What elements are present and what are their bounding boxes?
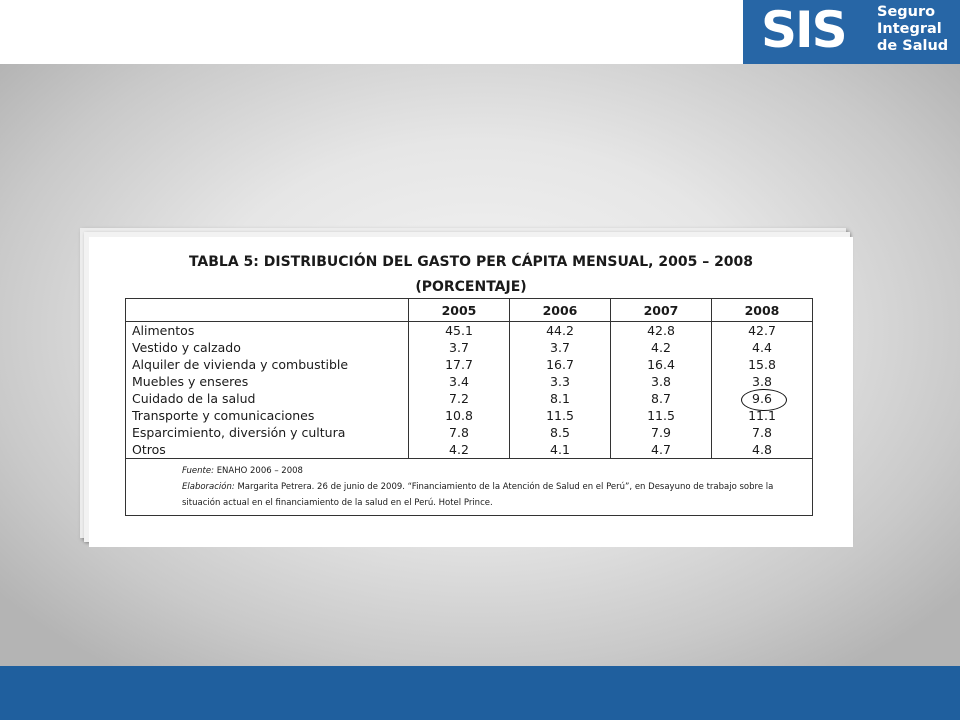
table-cell: 11.5 bbox=[611, 407, 712, 424]
table-title: TABLA 5: DISTRIBUCIÓN DEL GASTO PER CÁPITA MENSUAL, 2005 – 2008 bbox=[188, 254, 754, 270]
table-cell: 16.7 bbox=[510, 356, 611, 373]
table-cell: 42.7 bbox=[712, 322, 813, 340]
column-header: 2006 bbox=[510, 299, 611, 322]
logo-line-1: Seguro bbox=[877, 4, 936, 20]
table-cell: 3.4 bbox=[409, 373, 510, 390]
column-header: 2008 bbox=[712, 299, 813, 322]
table-subtitle: (PORCENTAJE) bbox=[415, 279, 527, 295]
table-cell: 7.9 bbox=[611, 424, 712, 441]
column-header: 2007 bbox=[611, 299, 712, 322]
table-notes bbox=[126, 459, 813, 516]
table-row bbox=[126, 322, 813, 340]
table-cell: 4.7 bbox=[611, 441, 712, 459]
row-label: Alimentos bbox=[126, 322, 409, 340]
footer-band bbox=[0, 666, 960, 720]
sis-logo bbox=[743, 0, 960, 64]
table-cell: 4.2 bbox=[409, 441, 510, 459]
row-label: Alquiler de vivienda y combustible bbox=[126, 356, 409, 373]
table-cell: 16.4 bbox=[611, 356, 712, 373]
table-cell: 8.1 bbox=[510, 390, 611, 407]
table-cell: 4.4 bbox=[712, 339, 813, 356]
table-cell: 3.3 bbox=[510, 373, 611, 390]
logo-line-2: Integral bbox=[877, 21, 942, 37]
row-label: Muebles y enseres bbox=[126, 373, 409, 390]
table-notes-row bbox=[126, 459, 813, 516]
table-cell: 10.8 bbox=[409, 407, 510, 424]
highlighted-value: 9.6 bbox=[752, 391, 772, 406]
table-cell: 3.7 bbox=[409, 339, 510, 356]
table-row bbox=[126, 407, 813, 424]
table-row bbox=[126, 424, 813, 441]
logo-line-3: de Salud bbox=[877, 38, 949, 54]
table-row bbox=[126, 373, 813, 390]
row-label: Esparcimiento, diversión y cultura bbox=[126, 424, 409, 441]
expense-table bbox=[125, 298, 813, 516]
table-cell: 4.8 bbox=[712, 441, 813, 459]
table-cell: 8.5 bbox=[510, 424, 611, 441]
table-cell: 15.8 bbox=[712, 356, 813, 373]
row-label: Cuidado de la salud bbox=[126, 390, 409, 407]
source-label: Fuente: bbox=[182, 466, 214, 476]
table-row bbox=[126, 339, 813, 356]
highlighted-cell bbox=[712, 390, 813, 407]
table-cell: 7.2 bbox=[409, 390, 510, 407]
table-cell: 4.2 bbox=[611, 339, 712, 356]
column-header: 2005 bbox=[409, 299, 510, 322]
table-cell: 42.8 bbox=[611, 322, 712, 340]
table-cell: 17.7 bbox=[409, 356, 510, 373]
source-text: ENAHO 2006 – 2008 bbox=[216, 466, 303, 476]
header-blank bbox=[126, 299, 409, 322]
table-cell: 4.1 bbox=[510, 441, 611, 459]
table-cell: 3.8 bbox=[611, 373, 712, 390]
logo-mark: SIS bbox=[761, 1, 846, 59]
table-document bbox=[89, 237, 853, 547]
elaboration-note bbox=[182, 479, 806, 511]
table-cell: 7.8 bbox=[712, 424, 813, 441]
row-label: Vestido y calzado bbox=[126, 339, 409, 356]
table-cell: 45.1 bbox=[409, 322, 510, 340]
table-cell: 7.8 bbox=[409, 424, 510, 441]
table-cell: 3.7 bbox=[510, 339, 611, 356]
source-note bbox=[182, 463, 806, 479]
table-cell: 11.1 bbox=[712, 407, 813, 424]
table-row bbox=[126, 390, 813, 407]
table-row bbox=[126, 441, 813, 459]
logo-text bbox=[877, 4, 948, 55]
row-label: Transporte y comunicaciones bbox=[126, 407, 409, 424]
table-cell: 11.5 bbox=[510, 407, 611, 424]
table-header-row bbox=[126, 299, 813, 322]
table-cell: 8.7 bbox=[611, 390, 712, 407]
table-cell: 3.8 bbox=[712, 373, 813, 390]
table-cell: 44.2 bbox=[510, 322, 611, 340]
row-label: Otros bbox=[126, 441, 409, 459]
elaboration-text: Margarita Petrera. 26 de junio de 2009. “Financiamiento de la Atención de Salud en el Perú”, en Desayuno de trabajo sobre la situación actual en el financiamiento de la salud en el Perú. Hotel Prince. bbox=[182, 482, 774, 508]
elaboration-label: Elaboración: bbox=[182, 482, 235, 492]
table-row bbox=[126, 356, 813, 373]
